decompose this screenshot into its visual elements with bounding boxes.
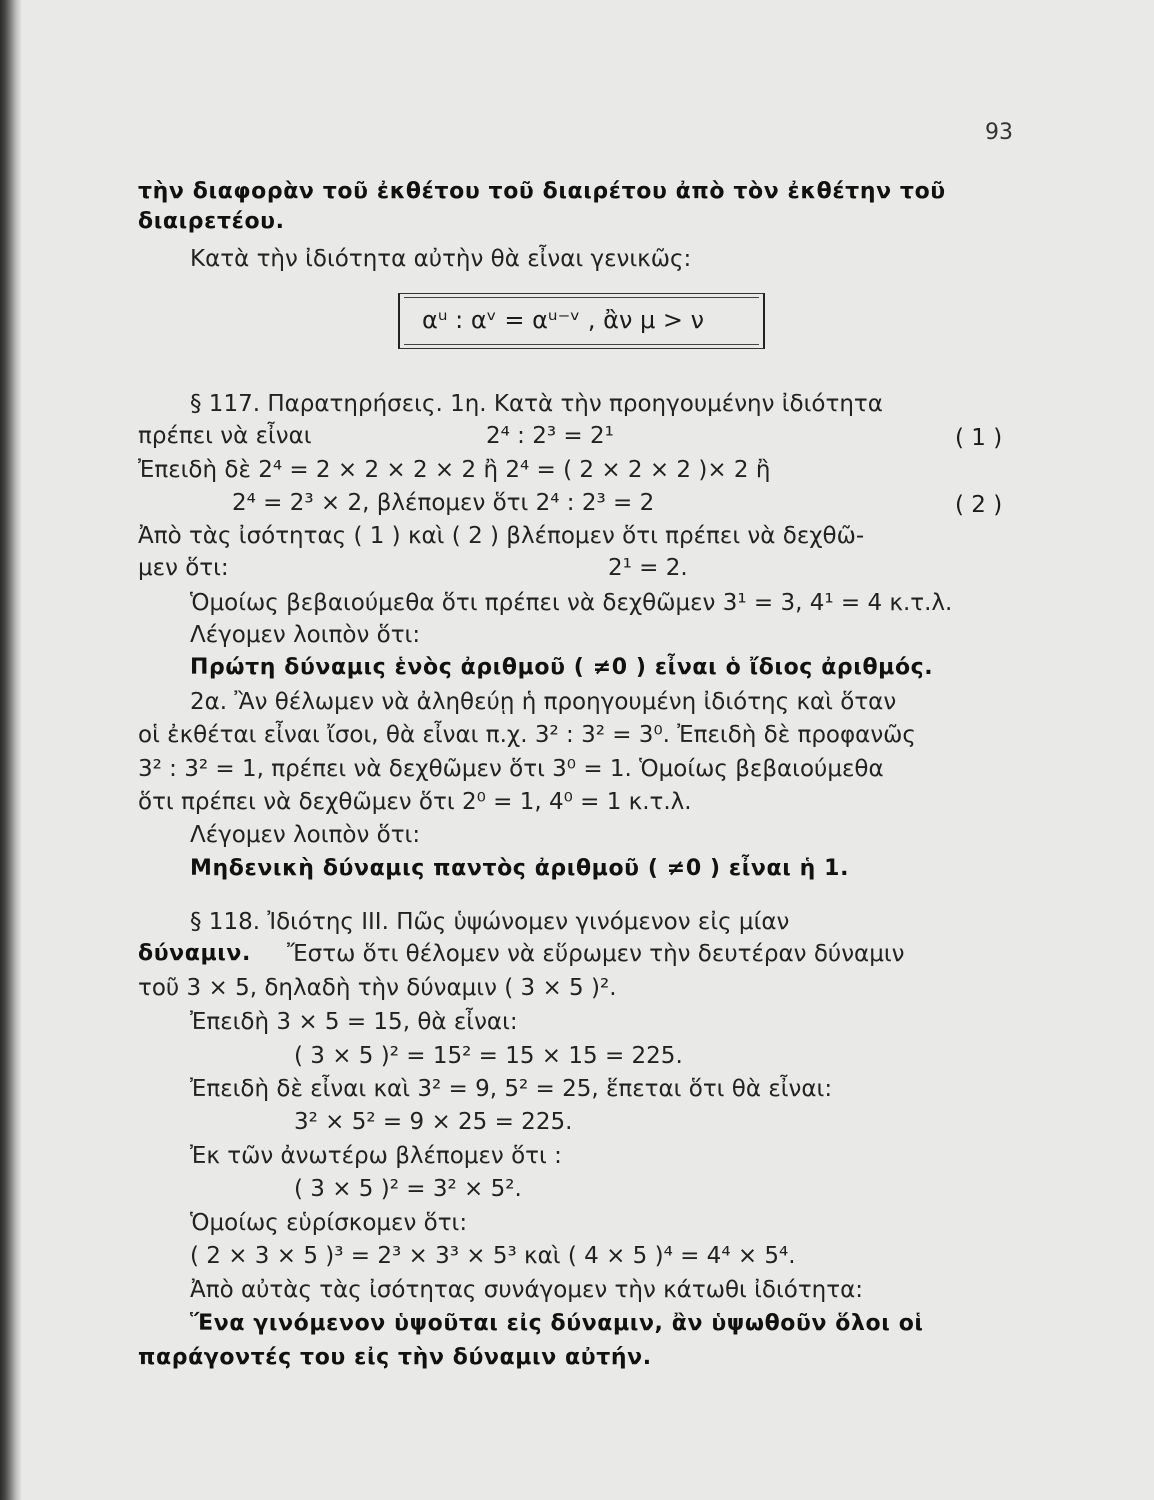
text-line: Ἔστω ὅτι θέλομεν νὰ εὕρωμεν τὴν δευτέραν δύναμιν — [287, 941, 905, 967]
text-line: Κατὰ τὴν ἰδιότητα αὐτὴν θὰ εἶναι γενικῶς: — [190, 246, 692, 272]
equation: ( 3 × 5 )² = 3² × 5². — [294, 1176, 522, 1202]
text-line: Ὁμοίως βεβαιούμεθα ὅτι πρέπει νὰ δεχθῶμεν 3¹ = 3, 4¹ = 4 κ.τ.λ. — [190, 590, 953, 616]
text-line: Ὁμοίως εὑρίσκομεν ὅτι: — [190, 1210, 468, 1236]
section-117-heading — [190, 388, 883, 420]
equation-number: ( 1 ) — [955, 425, 1003, 451]
equation-number: ( 2 ) — [955, 492, 1003, 518]
text-line: δύναμιν. — [138, 941, 251, 966]
text-line: ὅτι πρέπει νὰ δεχθῶμεν ὅτι 2⁰ = 1, 4⁰ = 1 κ.τ.λ. — [138, 789, 692, 815]
text-line: μεν ὅτι: — [138, 555, 229, 581]
text-line: διαιρετέου. — [138, 209, 285, 234]
text-line: Ἀπὸ τὰς ἰσότητας ( 1 ) καὶ ( 2 ) βλέπομεν ὅτι πρέπει νὰ δεχθῶ- — [138, 523, 865, 549]
rule-product-power-cont: παράγοντές του εἰς τὴν δύναμιν αὐτήν. — [138, 1345, 652, 1370]
rule-product-power: Ἕνα γινόμενον ὑψοῦται εἰς δύναμιν, ἂν ὑψωθοῦν ὅλοι οἱ — [190, 1311, 924, 1336]
text-line: 2α. Ἂν θέλωμεν νὰ ἀληθεύῃ ἡ προηγουμένη ἰδιότης καὶ ὅταν — [190, 689, 897, 715]
text-line: § 117. Παρατηρήσεις. 1η. Κατὰ τὴν προηγουμένην ἰδιότητα — [190, 391, 883, 417]
equation: 2¹ = 2. — [608, 555, 688, 581]
text-line: Ἐπειδὴ δὲ εἶναι καὶ 3² = 9, 5² = 25, ἕπεται ὅτι θὰ εἶναι: — [190, 1076, 833, 1102]
rule-first-power: Πρώτη δύναμις ἑνὸς ἀριθμοῦ ( ≠0 ) εἶναι ὁ ἴδιος ἀριθμός. — [190, 655, 934, 680]
text-line: τοῦ 3 × 5, δηλαδὴ τὴν δύναμιν ( 3 × 5 )². — [138, 975, 617, 1001]
equation: 3² × 5² = 9 × 25 = 225. — [294, 1109, 573, 1135]
text-line: Ἐκ τῶν ἀνωτέρω βλέπομεν ὅτι : — [190, 1143, 562, 1169]
text-line: 3² : 3² = 1, πρέπει νὰ δεχθῶμεν ὅτι 3⁰ = 1. Ὁμοίως βεβαιούμεθα — [138, 756, 884, 782]
equation: ( 2 × 3 × 5 )³ = 2³ × 3³ × 5³ καὶ ( 4 × 5 )⁴ = 4⁴ × 5⁴. — [190, 1243, 796, 1269]
text-line: Ἐπειδὴ δὲ 2⁴ = 2 × 2 × 2 × 2 ἢ 2⁴ = ( 2 × 2 × 2 )× 2 ἢ — [138, 457, 771, 483]
rule-zero-power: Μηδενικὴ δύναμις παντὸς ἀριθμοῦ ( ≠0 ) εἶναι ἡ 1. — [190, 856, 850, 881]
equation: 2⁴ : 2³ = 2¹ — [486, 423, 614, 449]
text-line: Λέγομεν λοιπὸν ὅτι: — [190, 622, 421, 648]
text-line: 2⁴ = 2³ × 2, βλέπομεν ὅτι 2⁴ : 2³ = 2 — [232, 490, 655, 516]
text-line: τὴν διαφορὰν τοῦ ἐκθέτου τοῦ διαιρέτου ἀπὸ τὸν ἐκθέτην τοῦ — [138, 179, 946, 204]
section-118-heading: § 118. Ἰδιότης III. Πῶς ὑψώνομεν γινόμενον εἰς μίαν — [190, 909, 790, 935]
text-line: Λέγομεν λοιπὸν ὅτι: — [190, 822, 421, 848]
text-line: Ἀπὸ αὐτὰς τὰς ἰσότητας συνάγομεν τὴν κάτωθι ἰδιότητα: — [190, 1277, 864, 1303]
equation: ( 3 × 5 )² = 15² = 15 × 15 = 225. — [294, 1043, 683, 1069]
page-number: 93 — [985, 120, 1013, 145]
division-power-formula: αᵘ : αᵛ = αᵘ⁻ᵛ , ἂν μ > ν — [422, 306, 705, 334]
text-line: οἱ ἐκθέται εἶναι ἴσοι, θὰ εἶναι π.χ. 3² : 3² = 3⁰. Ἐπειδὴ δὲ προφανῶς — [138, 722, 916, 748]
text-line: Ἐπειδὴ 3 × 5 = 15, θὰ εἶναι: — [190, 1009, 518, 1035]
text-line: πρέπει νὰ εἶναι — [138, 423, 312, 449]
